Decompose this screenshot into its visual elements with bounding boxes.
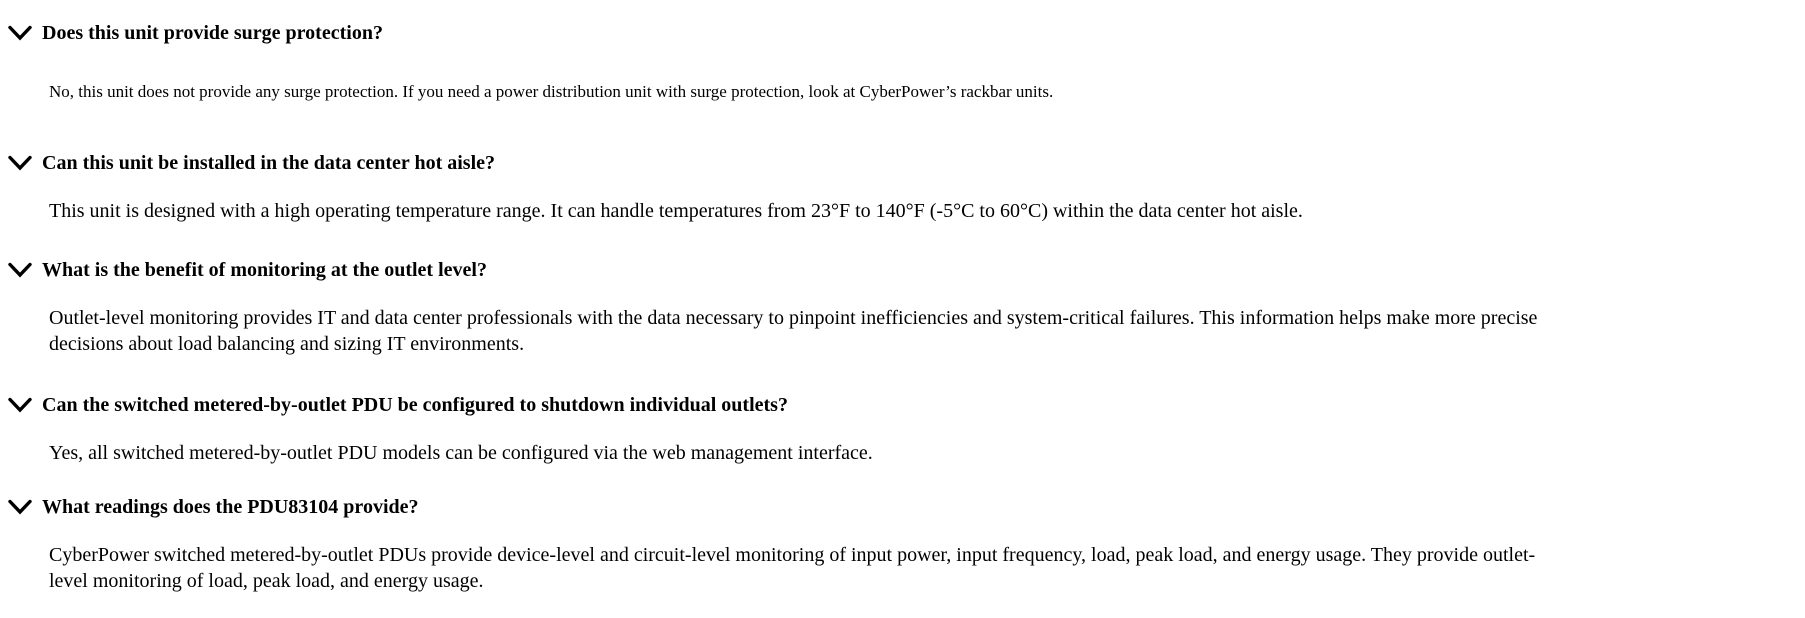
- faq-answer-text: No, this unit does not provide any surge protection. If you need a power distribution unit with surge protection, look at CyberPower’s rackbar units.: [49, 82, 1054, 101]
- faq-question-toggle[interactable]: [8, 392, 1560, 418]
- chevron-down-icon: [8, 397, 32, 413]
- faq-answer-text: Yes, all switched metered-by-outlet PDU models can be configured via the web management interface.: [49, 442, 873, 464]
- faq-answer-text: CyberPower switched metered-by-outlet PDUs provide device-level and circuit-level monitoring of input power, input frequency, load, peak load, and energy usage. They provide outlet-level monitoring of load, peak load, and energy usage.: [49, 544, 1536, 592]
- faq-question-toggle[interactable]: [8, 150, 1560, 176]
- faq-answer-text: Outlet-level monitoring provides IT and data center professionals with the data necessary to pinpoint inefficiencies and system-critical failures. This information helps make more precise decisions about load balancing and sizing IT environments.: [49, 307, 1538, 355]
- faq-item: [8, 150, 1560, 224]
- faq-question-text: What is the benefit of monitoring at the outlet level?: [42, 259, 487, 281]
- faq-item: [8, 494, 1560, 594]
- faq-question-text: Does this unit provide surge protection?: [42, 22, 383, 44]
- faq-question-text: What readings does the PDU83104 provide?: [42, 496, 419, 518]
- faq-answer-text: This unit is designed with a high operating temperature range. It can handle temperatures from 23°F to 140°F (-5°C to 60°C) within the data center hot aisle.: [49, 200, 1303, 222]
- chevron-down-icon: [8, 25, 32, 41]
- faq-item: [8, 20, 1560, 103]
- faq-question-toggle[interactable]: [8, 494, 1560, 520]
- faq-question-toggle[interactable]: [8, 20, 1560, 46]
- chevron-down-icon: [8, 155, 32, 171]
- chevron-down-icon: [8, 499, 32, 515]
- faq-item: [8, 392, 1560, 466]
- faq-item: [8, 257, 1560, 357]
- chevron-down-icon: [8, 262, 32, 278]
- faq-question-text: Can this unit be installed in the data center hot aisle?: [42, 152, 495, 174]
- faq-question-toggle[interactable]: [8, 257, 1560, 283]
- faq-question-text: Can the switched metered-by-outlet PDU be configured to shutdown individual outlets?: [42, 394, 788, 416]
